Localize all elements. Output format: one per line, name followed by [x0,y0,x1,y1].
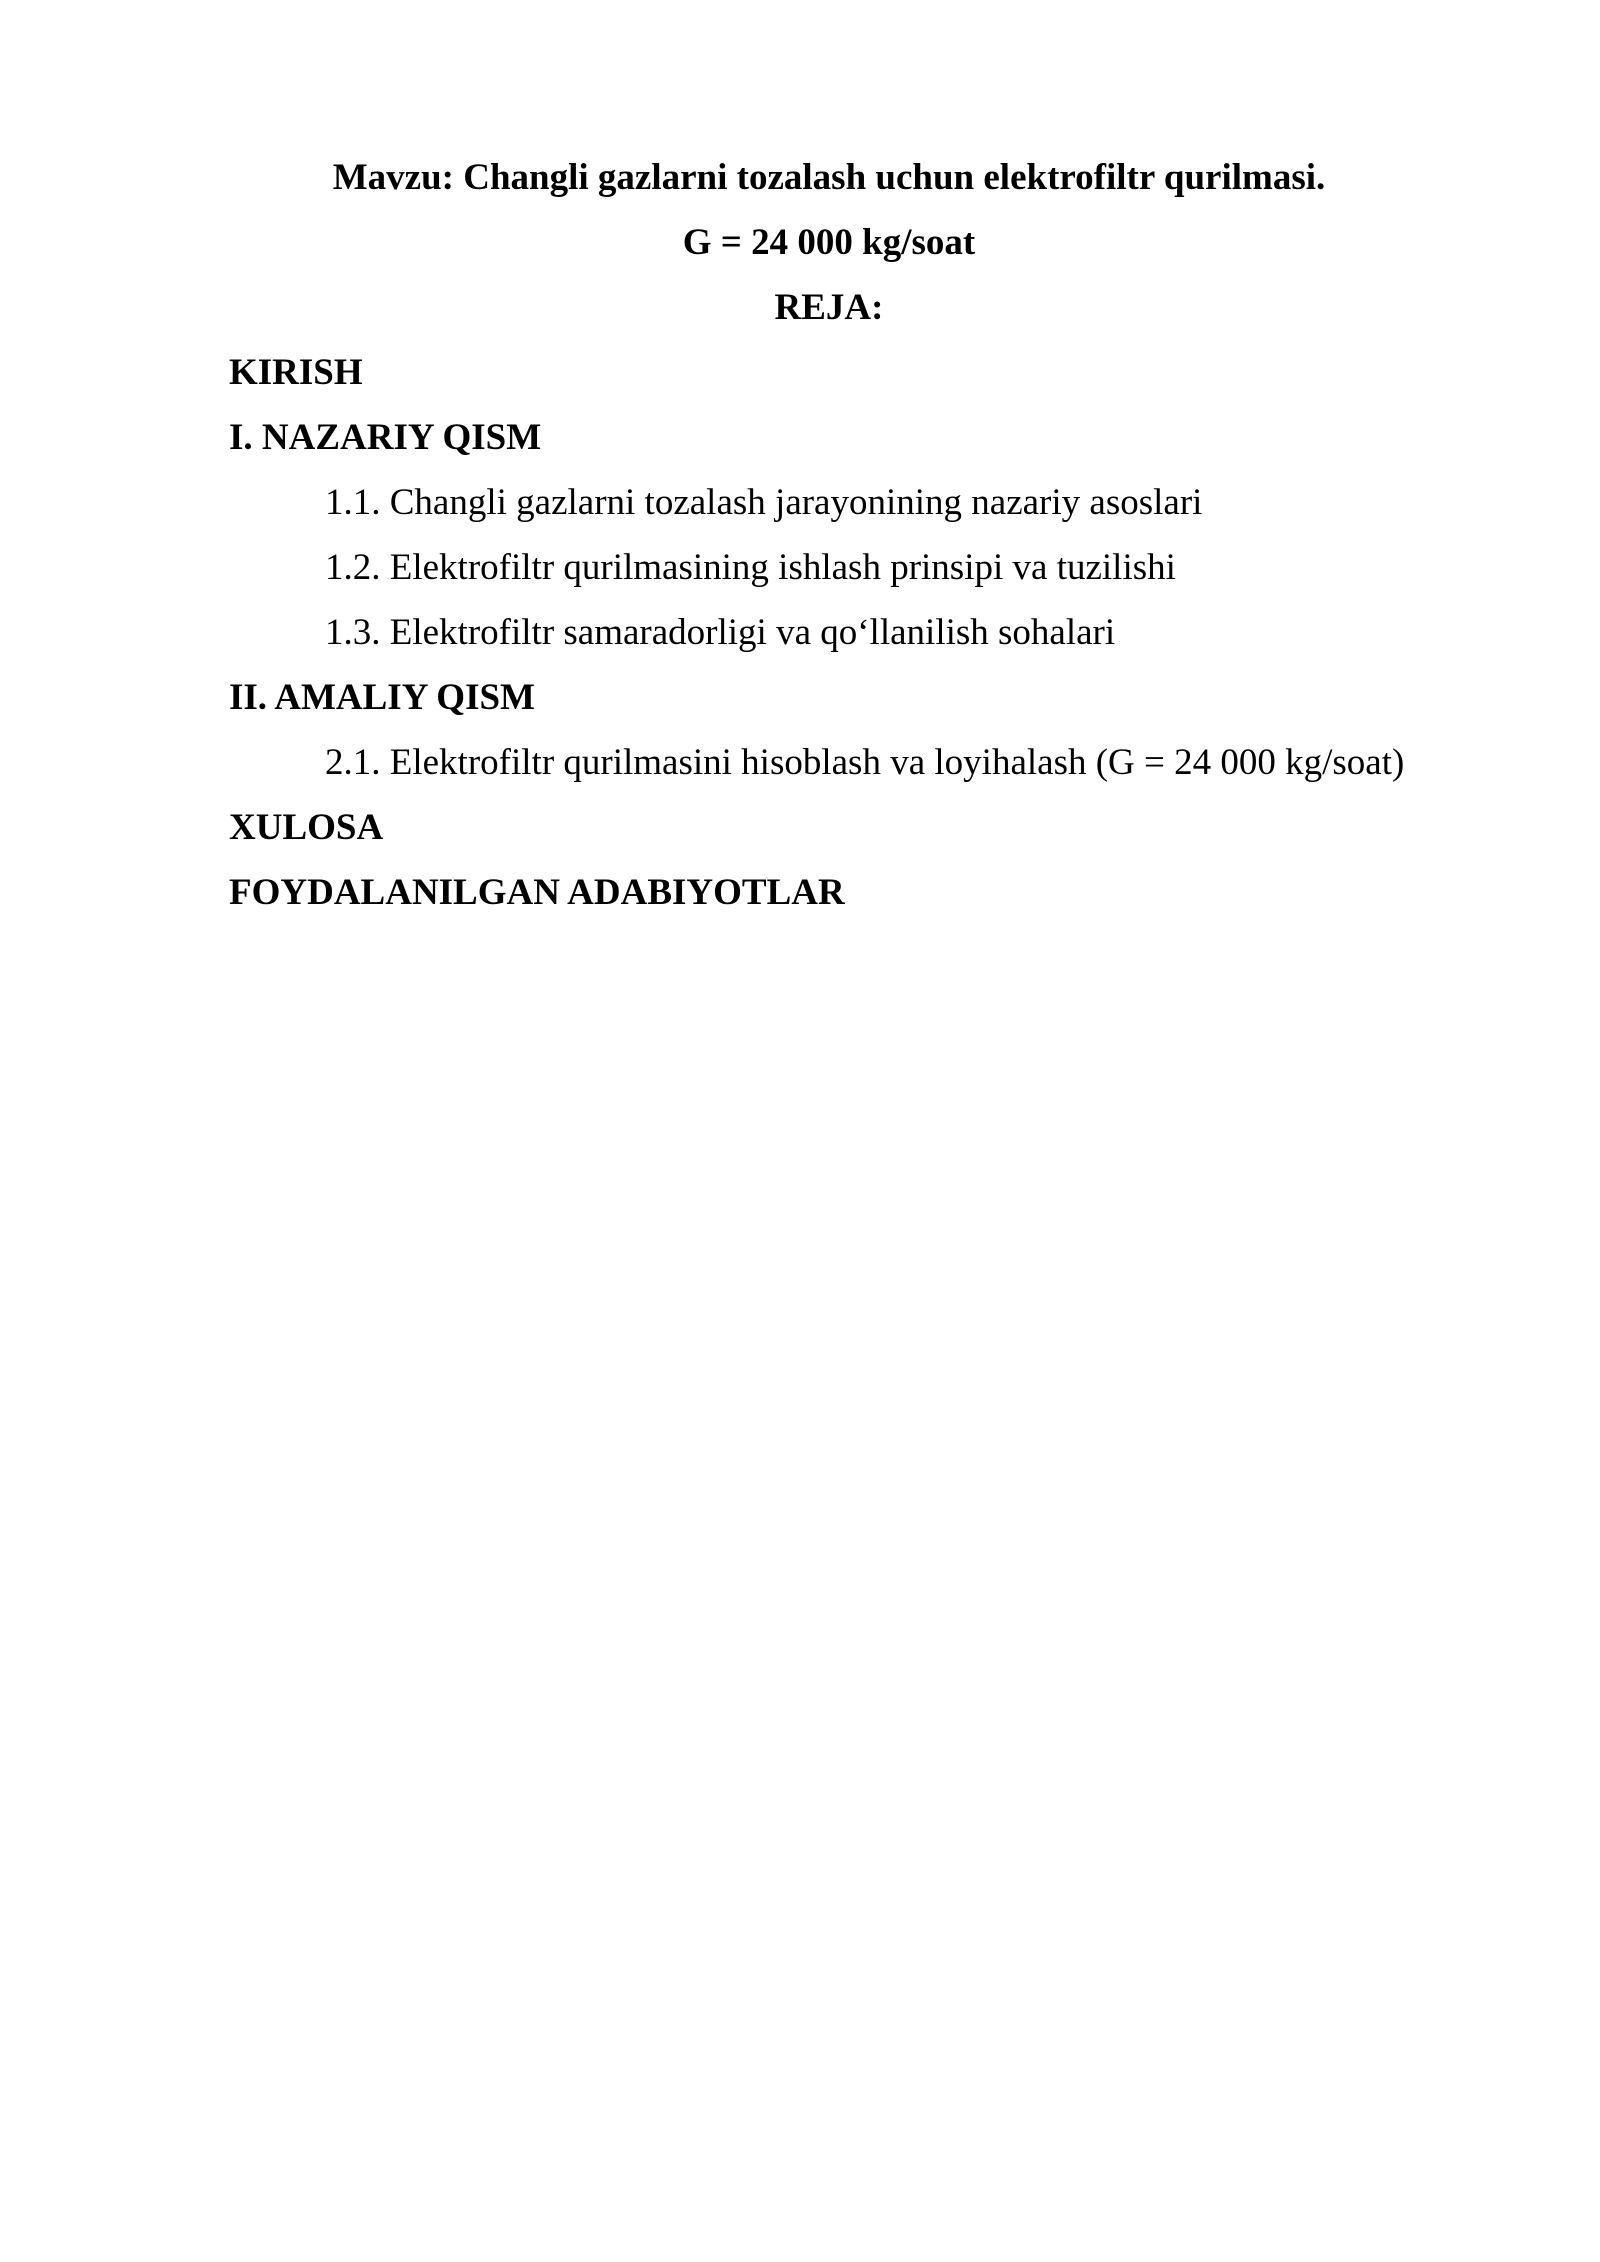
document-subtitle: G = 24 000 kg/soat [682,222,976,263]
document-title: Mavzu: Changli gazlarni tozalash uchun elektrofiltr qurilmasi. [332,157,1326,198]
plan-heading: REJA: [774,287,884,328]
section-heading-nazariy-qism: I. NAZARIY QISM [229,417,542,458]
plan-item: 1.1. Changli gazlarni tozalash jarayonining nazariy asoslari [325,482,1203,523]
plan-item: 1.2. Elektrofiltr qurilmasining ishlash prinsipi va tuzilishi [325,547,1176,588]
section-heading-amaliy-qism: II. AMALIY QISM [229,677,535,718]
section-heading-adabiyotlar: FOYDALANILGAN ADABIYOTLAR [229,872,845,913]
section-heading-xulosa: XULOSA [229,807,384,848]
plan-item: 1.3. Elektrofiltr samaradorligi va qo‘llanilish sohalari [325,612,1116,653]
document-body [229,145,1429,925]
plan-item: 2.1. Elektrofiltr qurilmasini hisoblash va loyihalash (G = 24 000 kg/soat) [325,742,1405,783]
section-heading-kirish: KIRISH [229,352,363,393]
